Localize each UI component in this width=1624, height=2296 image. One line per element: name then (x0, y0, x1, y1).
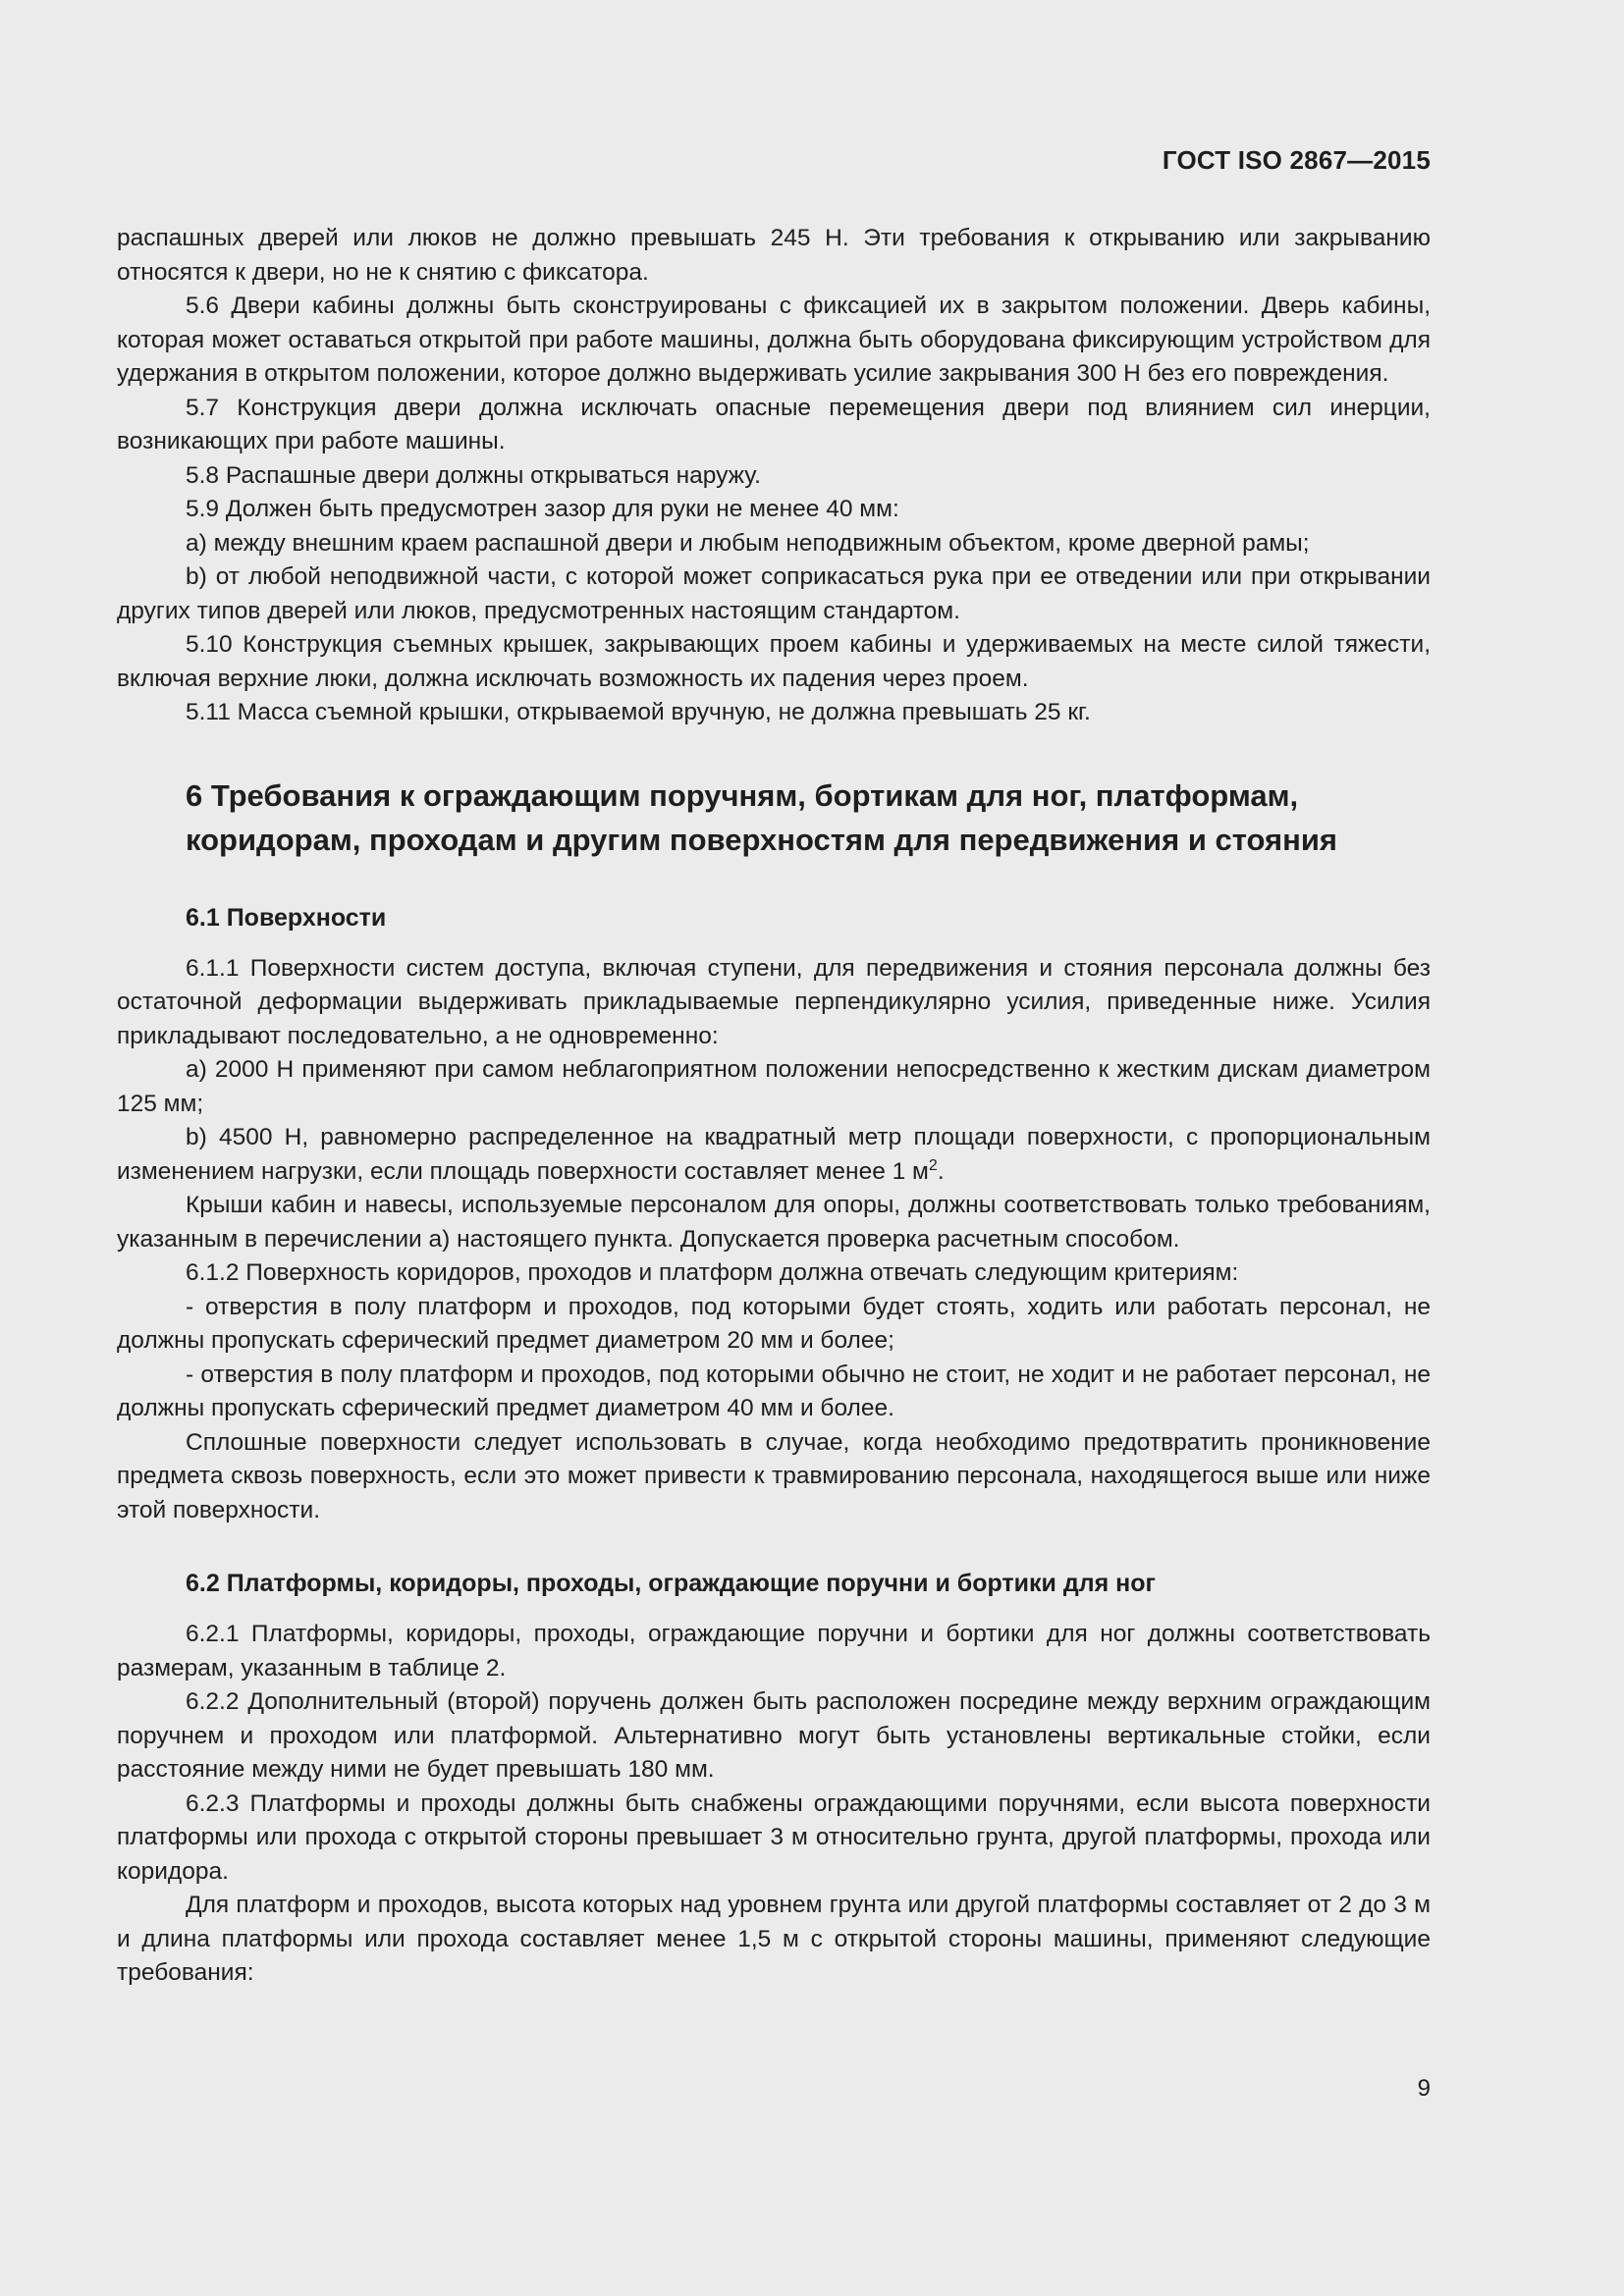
clause-5-7: 5.7 Конструкция двери должна исключать опасные перемещения двери под влиянием сил инерции, возникающих при работе машины. (117, 394, 1431, 454)
document-body (117, 222, 1431, 1991)
document-code: ГОСТ ISO 2867—2015 (1162, 145, 1431, 175)
subsection-6-1-title: 6.1 Поверхности (186, 903, 387, 932)
clause-6-1-1-b (117, 1121, 1431, 1189)
clause-5-8: 5.8 Распашные двери должны открываться наружу. (186, 461, 761, 489)
subsection-6-2-title: 6.2 Платформы, коридоры, проходы, ограждающие поручни и бортики для ног (186, 1570, 1156, 1597)
clause-6-1-2: 6.1.2 Поверхность коридоров, проходов и платформ должна отвечать следующим критериям: (186, 1259, 1239, 1286)
page-number: 9 (1417, 2075, 1431, 2102)
clause-6-2-3: 6.2.3 Платформы и проходы должны быть снабжены ограждающими поручнями, если высота поверхности платформы или прохода с открытой стороны превышает 3 м относительно грунта, другой платформы, прохода или коридора. (117, 1789, 1431, 1885)
list-item: - отверстия в полу платформ и проходов, под которыми будет стоять, ходить или работать персонал, не должны пропускать сферический предмет диаметром 20 мм и более; (117, 1293, 1431, 1354)
paragraph: Крыши кабин и навесы, используемые персоналом для опоры, должны соответствовать только требованиям, указанным в перечислении a) настоящего пункта. Допускается проверка расчетным способом. (117, 1192, 1431, 1253)
paragraph: распашных дверей или люков не должно превышать 245 Н. Эти требования к открыванию или закрыванию относятся к двери, но не к снятию с фиксатора. (117, 225, 1431, 286)
clause-6-2-2: 6.2.2 Дополнительный (второй) поручень должен быть расположен посредине между верхним ограждающим поручнем и проходом или платформой. Альтернативно могут быть установлены вертикальные стойки, если расстояние между ними не будет превышать 180 мм. (117, 1688, 1431, 1783)
clause-end: . (937, 1157, 945, 1185)
clause-5-6: 5.6 Двери кабины должны быть сконструированы с фиксацией их в закрытом положении. Дверь кабины, которая может оставаться открытой при работе машины, должна быть оборудована фиксирующим устройством для удержания в открытом положении, которое должно выдерживать усилие закрывания 300 Н без его повреждения. (117, 293, 1431, 387)
clause-5-11: 5.11 Масса съемной крышки, открываемой вручную, не должна превышать 25 кг. (186, 699, 1091, 725)
superscript: 2 (928, 1156, 938, 1174)
list-item: - отверстия в полу платформ и проходов, под которыми обычно не стоит, не ходит и не работает персонал, не должны пропускать сферический предмет диаметром 40 мм и более. (117, 1361, 1431, 1421)
clause-6-1-1-a: a) 2000 Н применяют при самом неблагоприятном положении непосредственно к жестким дискам диаметром 125 мм; (117, 1056, 1431, 1117)
clause-text: b) 4500 Н, равномерно распределенное на квадратный метр площади поверхности, с пропорциональным изменением нагрузки, если площадь поверхности составляет менее 1 м (117, 1124, 1431, 1185)
clause-6-2-1: 6.2.1 Платформы, коридоры, проходы, ограждающие поручни и бортики для ног должны соответствовать размерам, указанным в таблице 2. (117, 1621, 1431, 1682)
clause-5-9-b: b) от любой неподвижной части, с которой может соприкасаться рука при ее отведении или при открывании других типов дверей или люков, предусмотренных настоящим стандартом. (117, 563, 1431, 624)
clause-5-10: 5.10 Конструкция съемных крышек, закрывающих проем кабины и удерживаемых на месте силой тяжести, включая верхние люки, должна исключать возможность их падения через проем. (117, 631, 1431, 692)
clause-5-9: 5.9 Должен быть предусмотрен зазор для руки не менее 40 мм: (186, 496, 899, 522)
clause-6-1-1: 6.1.1 Поверхности систем доступа, включая ступени, для передвижения и стояния персонала должны без остаточной деформации выдерживать прикладываемые перпендикулярно усилия, приведенные ниже. Усилия прикладывают последовательно, а не одновременно: (117, 954, 1431, 1049)
clause-5-9-a: a) между внешним краем распашной двери и любым неподвижным объектом, кроме дверной рамы; (186, 529, 1310, 557)
paragraph: Для платформ и проходов, высота которых над уровнем грунта или другой платформы составляет от 2 до 3 м и длина платформы или прохода составляет менее 1,5 м с открытой стороны машины, применяют следующие требования: (117, 1892, 1431, 1986)
paragraph: Сплошные поверхности следует использовать в случае, когда необходимо предотвратить проникновение предмета сквозь поверхность, если это может привести к травмированию персонала, находящегося выше или ниже этой поверхности. (117, 1428, 1431, 1523)
section-6-title: 6 Требования к ограждающим поручням, бортикам для ног, платформам, коридорам, проходам и другим поверхностям для передвижения и стояния (186, 777, 1337, 857)
